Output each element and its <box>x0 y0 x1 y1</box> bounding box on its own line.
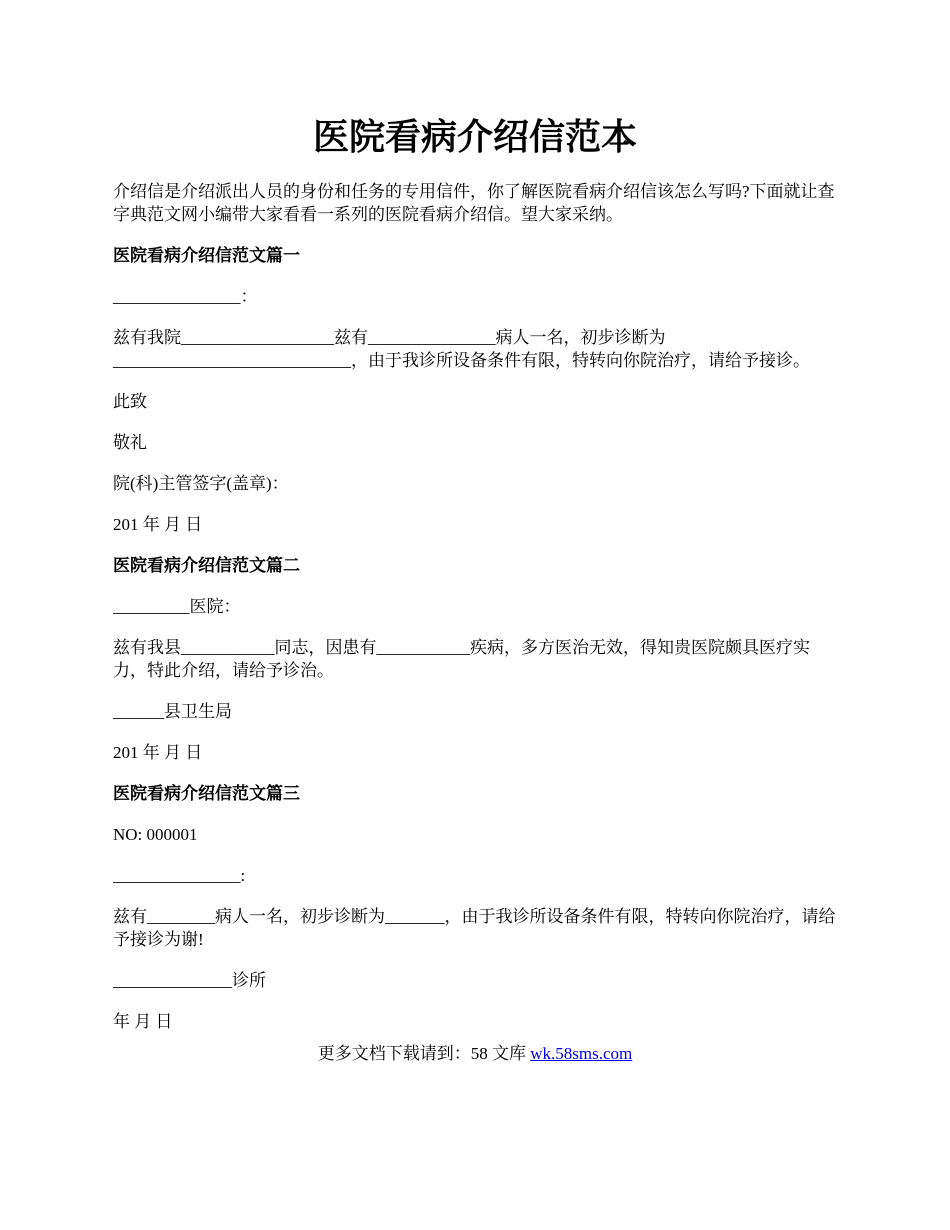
section-1-body: 兹有我院__________________兹有_______________病人一名，初步诊断为____________________________，由于我诊所设备条件有限，特转向你院治疗，请给予接诊。 <box>113 328 810 370</box>
section-2-salutation: _________医院： <box>113 597 241 616</box>
section-3-signature: ______________诊所 <box>113 971 266 990</box>
footer <box>0 1042 950 1065</box>
section-2-signature: ______县卫生局 <box>113 702 232 721</box>
section-3-number: NO: 000001 <box>113 825 198 844</box>
section-3-salutation: _______________: <box>113 866 246 885</box>
footer-link[interactable]: wk.58sms.com <box>530 1044 633 1063</box>
section-3-date: 年 月 日 <box>113 1012 173 1031</box>
intro-paragraph: 介绍信是介绍派出人员的身份和任务的专用信件，你了解医院看病介绍信该怎么写吗?下面就让查字典范文网小编带大家看看一系列的医院看病介绍信。望大家采纳。 <box>113 182 835 224</box>
section-1-signature: 院(科)主管签字(盖章)： <box>113 474 289 493</box>
document-title: 医院看病介绍信范本 <box>312 117 637 157</box>
document-body <box>113 180 841 1051</box>
section-2-body: 兹有我县___________同志，因患有___________疾病，多方医治无效，得知贵医院颇具医疗实力，特此介绍，请给予诊治。 <box>113 638 810 680</box>
section-1-heading: 医院看病介绍信范文篇一 <box>113 246 300 265</box>
section-2-heading: 医院看病介绍信范文篇二 <box>113 556 300 575</box>
footer-text: 更多文档下载请到：58 文库 <box>317 1044 531 1063</box>
section-1-closing-2: 敬礼 <box>113 433 147 452</box>
section-2-date: 201 年 月 日 <box>113 743 203 762</box>
section-1-salutation: _______________： <box>113 287 258 306</box>
section-1-date: 201 年 月 日 <box>113 515 203 534</box>
section-3-heading: 医院看病介绍信范文篇三 <box>113 784 300 803</box>
section-1-closing-1: 此致 <box>113 392 147 411</box>
section-3-body: 兹有________病人一名，初步诊断为_______，由于我诊所设备条件有限，特转向你院治疗，请给予接诊为谢! <box>113 907 836 949</box>
